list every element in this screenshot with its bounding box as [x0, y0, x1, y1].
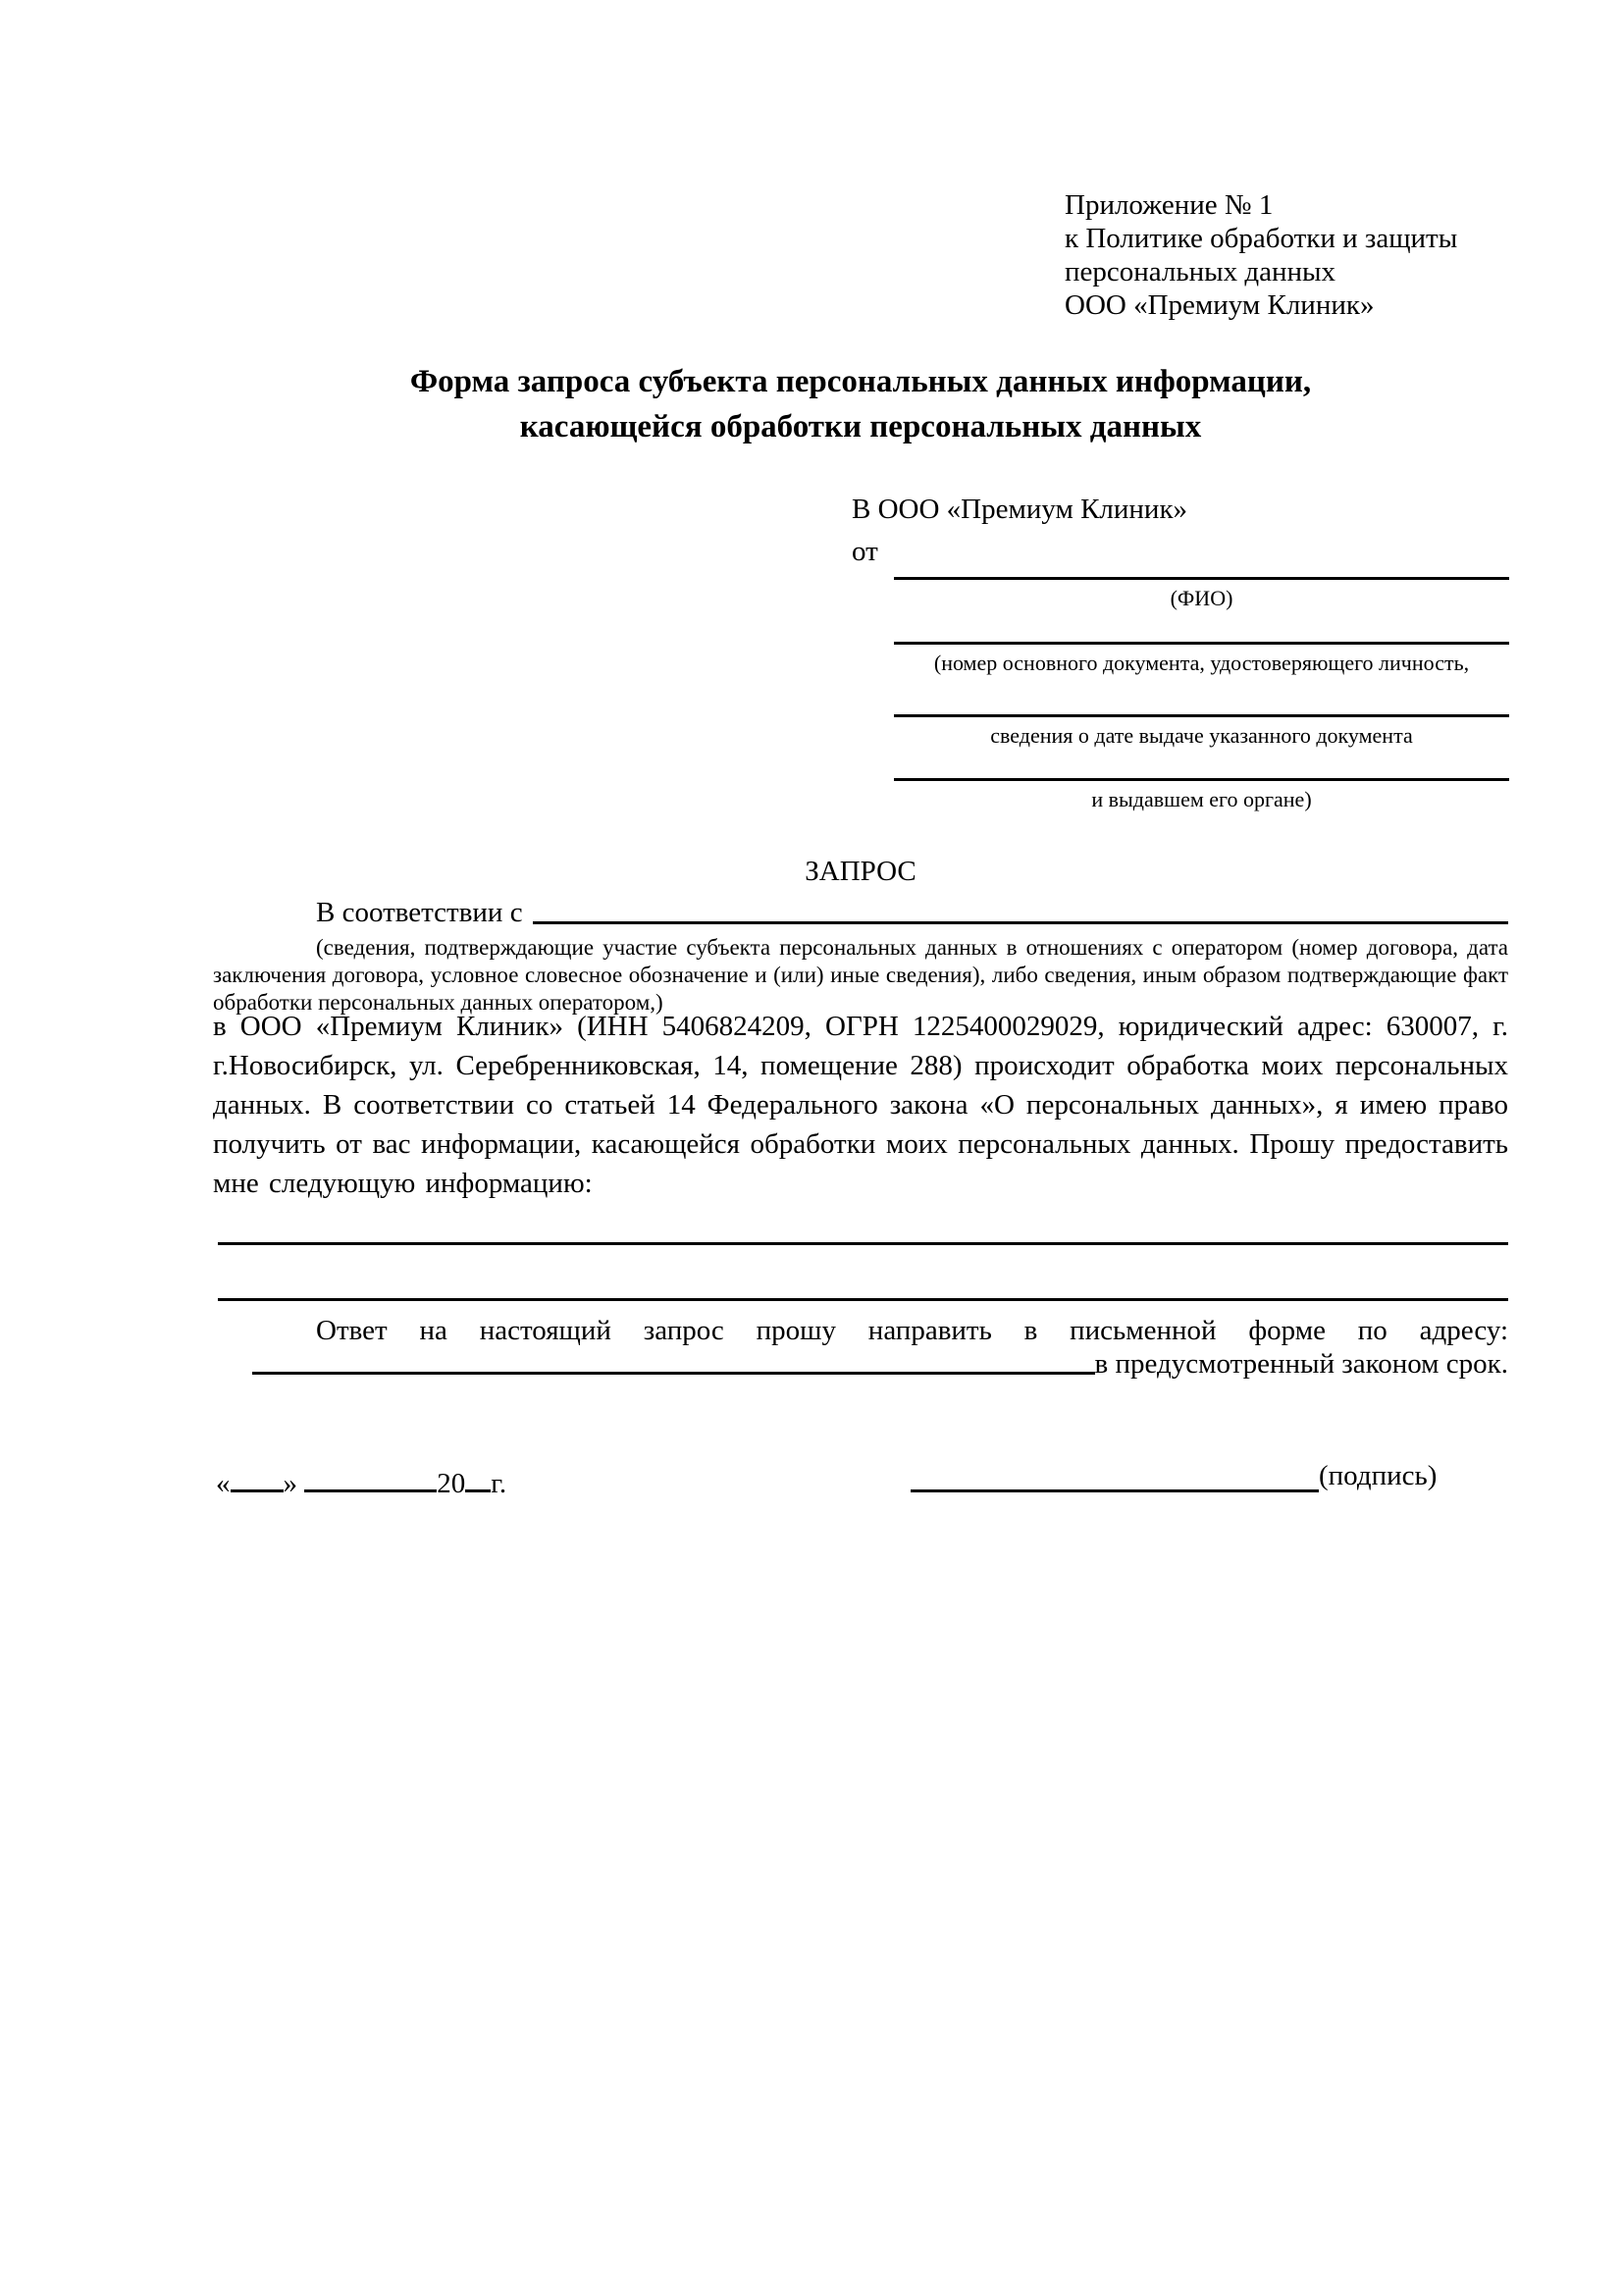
issuing-authority-blank-field — [894, 778, 1509, 811]
document-title-line1: Форма запроса субъекта персональных данных информации, — [409, 364, 1312, 399]
accordance-row — [213, 897, 1508, 929]
issue-date-caption: сведения о дате выдаче указанного документа — [990, 723, 1413, 748]
issuing-authority-caption: и выдавшем его органе) — [1091, 787, 1312, 811]
accordance-note: (сведения, подтверждающие участие субъекта персональных данных в отношениях с оператором (номер договора, дата заключения договора, условное словесное обозначение и (или) иные сведения), либо сведения, иным образом подтверждающие факт обработки персональных данных оператором,) — [213, 935, 1508, 1015]
reply-address-blank-line — [252, 1371, 1095, 1375]
issue-date-blank-field — [894, 714, 1509, 748]
signature-blank-line — [911, 1460, 1319, 1492]
date-year-era: г. — [491, 1468, 507, 1499]
addressee-block — [852, 489, 1187, 573]
appendix-header — [1065, 188, 1457, 322]
document-number-caption: (номер основного документа, удостоверяющего личность, — [933, 651, 1470, 675]
fio-caption: (ФИО) — [1170, 586, 1233, 610]
accordance-label: В соответствии с — [316, 897, 523, 928]
information-blank-line-1 — [218, 1242, 1508, 1245]
appendix-line: к Политике обработки и защиты — [1065, 223, 1458, 254]
signature-caption: (подпись) — [1319, 1460, 1438, 1491]
date-close-quote: » — [283, 1468, 297, 1499]
date-year-prefix: 20 — [437, 1468, 466, 1499]
date-day-blank — [231, 1460, 284, 1492]
document-title — [213, 359, 1508, 449]
information-blank-line-2 — [218, 1298, 1508, 1301]
document-number-blank-field — [894, 642, 1509, 675]
addressee-to: В ООО «Премиум Клиник» — [852, 494, 1188, 525]
date-open-quote: « — [216, 1468, 231, 1499]
date-year-blank — [465, 1460, 491, 1492]
reply-address-row — [213, 1348, 1508, 1381]
document-title-line2: касающейся обработки персональных данных — [519, 409, 1202, 444]
reply-suffix: в предусмотренный законом срок. — [1094, 1348, 1508, 1380]
signature-block — [911, 1460, 1437, 1492]
fio-blank-field — [894, 577, 1509, 610]
reply-paragraph: Ответ на настоящий запрос прошу направить в письменной форме по адресу: — [316, 1315, 1508, 1346]
request-body-paragraph: в ООО «Премиум Клиник» (ИНН 5406824209, ОГРН 1225400029029, юридический адрес: 630007, г. г.Новосибирск, ул. Серебренниковская, 14, помещение 288) происходит обработка моих персональных данных. В соответствии со статьей 14 Федерального закона «О персональных данных», я имею право получить от вас информации, касающейся обработки моих персональных данных. Прошу предоставить мне следующую информацию: — [213, 1011, 1508, 1199]
date-block — [216, 1460, 506, 1500]
accordance-blank-line — [533, 920, 1508, 924]
appendix-line: ООО «Премиум Клиник» — [1065, 289, 1375, 321]
addressee-from: от — [852, 536, 878, 567]
request-heading: ЗАПРОС — [805, 856, 916, 887]
appendix-line: Приложение № 1 — [1065, 189, 1274, 221]
date-month-blank — [304, 1460, 437, 1492]
appendix-line: персональных данных — [1065, 256, 1336, 287]
